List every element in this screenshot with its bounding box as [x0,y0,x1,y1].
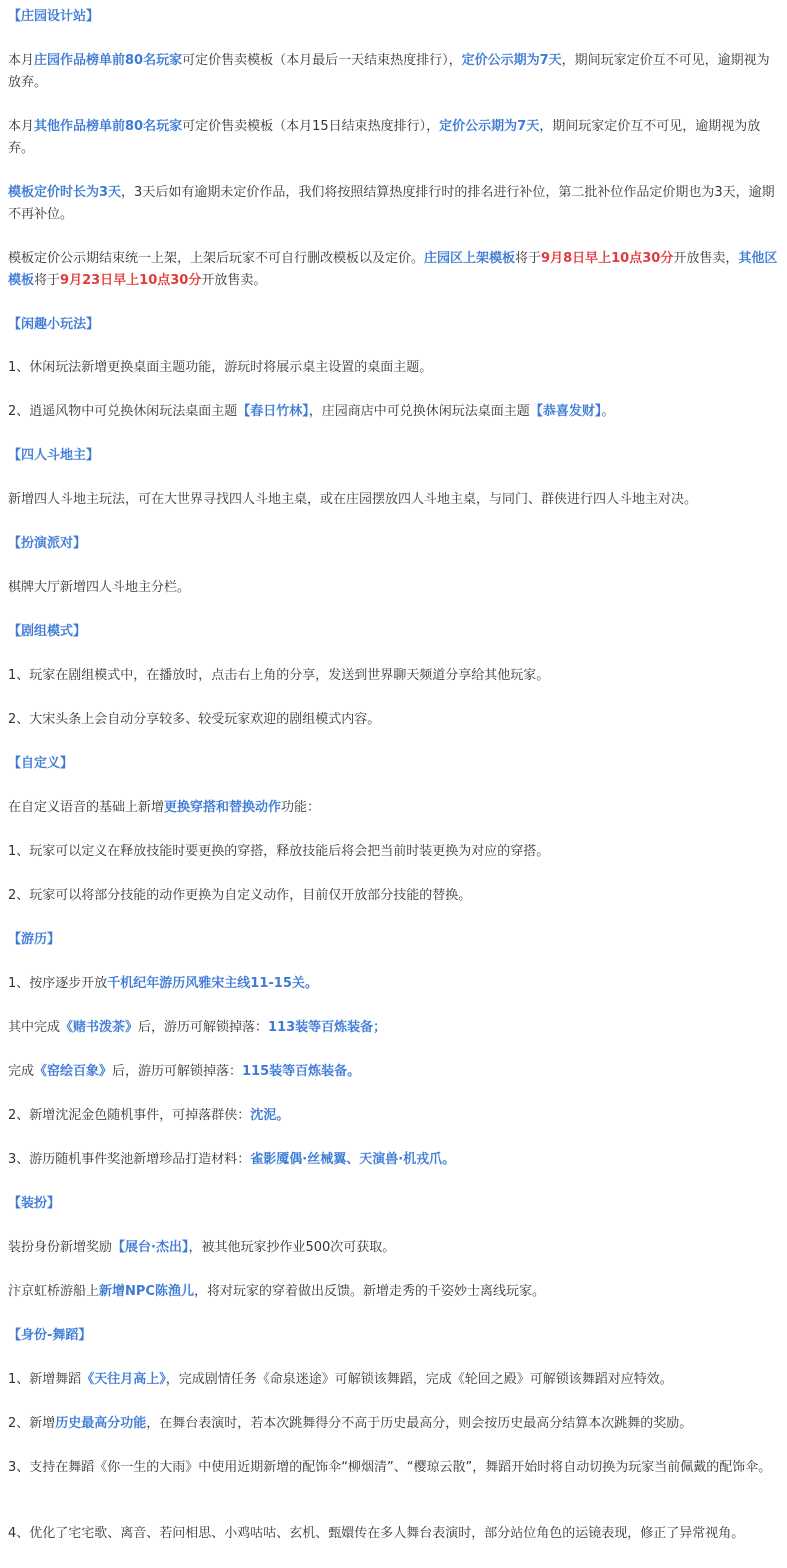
highlighted-text: 沈泥。 [250,1108,290,1123]
highlighted-text: 千机纪年游历风雅宋主线11-15关。 [107,976,318,991]
paragraph [8,50,778,94]
highlighted-text: 其他区模板 [8,251,778,288]
section-heading [8,929,778,951]
paragraph [8,1523,778,1545]
section-heading [8,1325,778,1347]
paragraph [8,1281,778,1303]
text-run: 2、新增沈泥金色随机事件，可掉落群侠： [8,1108,251,1123]
paragraph [8,1457,778,1479]
section-title: 【装扮】 [8,1196,61,1211]
highlighted-text: 历史最高分功能 [55,1416,147,1431]
text-run: ，在舞台表演时，若本次跳舞得分不高于历史最高分，则会按历史最高分结算本次跳舞的奖励。 [146,1416,693,1431]
paragraph [8,709,778,731]
highlighted-text: 115装等百炼装备。 [242,1064,361,1079]
section-title: 【游历】 [8,932,61,947]
paragraph [8,841,778,863]
text-run: 开放售卖， [673,251,739,266]
text-run: 。 [601,404,615,419]
text-run: 装扮身份新增奖励 [8,1240,113,1255]
section-heading [8,1193,778,1215]
paragraph [8,182,778,226]
text-run: 模板定价公示期结束统一上架，上架后玩家不可自行删改模板以及定价。 [8,251,425,266]
paragraph [8,401,778,423]
paragraph [8,1061,778,1083]
section-title: 【庄园设计站】 [8,9,100,24]
date-highlight: 9月8日早上10点30分 [541,251,674,266]
highlighted-text: 《赌书泼茶》 [60,1020,139,1035]
highlighted-text: 更换穿搭和替换动作 [164,800,282,815]
section-heading [8,753,778,775]
highlighted-text: 庄园区上架模板 [424,251,516,266]
paragraph [8,1017,778,1039]
highlighted-text: 定价公示期为7天 [461,53,562,68]
text-run: 在自定义语音的基础上新增 [8,800,165,815]
text-run: 开放售卖。 [201,273,267,288]
date-highlight: 9月23日早上10点30分 [60,273,202,288]
section-title: 【剧组模式】 [8,624,87,639]
text-run: 完成 [8,1064,35,1079]
paragraph [8,1369,778,1391]
text-run: 3、游历随机事件奖池新增珍品打造材料： [8,1152,251,1167]
text-run: 将于 [34,273,61,288]
text-run: 本月 [8,53,35,68]
text-run: 2、玩家可以将部分技能的动作更换为自定义动作，目前仅开放部分技能的替换。 [8,888,472,903]
section-title: 【扮演派对】 [8,536,87,551]
highlighted-text: 《天往月高上》 [81,1372,166,1387]
section-title: 【身份-舞蹈】 [8,1328,92,1343]
text-run: 汴京虹桥游船上 [8,1284,100,1299]
highlighted-text: 定价公示期为7天 [439,119,540,134]
paragraph [8,489,778,511]
paragraph [8,116,778,160]
section-title: 【自定义】 [8,756,74,771]
paragraph [8,885,778,907]
highlighted-text: 113装等百炼装备； [268,1020,387,1035]
paragraph [8,577,778,599]
text-run: 2、新增 [8,1416,56,1431]
text-run: ，期间玩家定价互不可见，逾期视为放弃。 [8,119,761,156]
paragraph [8,1413,778,1435]
text-run: 1、按序逐步开放 [8,976,108,991]
section-title: 【闲趣小玩法】 [8,317,100,332]
text-run: 功能： [281,800,321,815]
text-run: 新增四人斗地主玩法，可在大世界寻找四人斗地主桌，或在庄园摆放四人斗地主桌，与同门、群侠进行四人斗地主对决。 [8,492,698,507]
highlighted-text: 《窑绘百象》 [34,1064,113,1079]
highlighted-text: 【恭喜发财】 [529,404,602,419]
section-heading [8,6,778,28]
text-run: 棋牌大厅新增四人斗地主分栏。 [8,580,191,595]
section-title: 【四人斗地主】 [8,448,100,463]
section-heading [8,445,778,467]
highlighted-text: 雀影魇偶·丝械翼、天演兽·机戎爪。 [250,1152,456,1167]
section-heading [8,314,778,336]
text-run: 本月 [8,119,35,134]
text-run: 2、大宋头条上会自动分享较多、较受玩家欢迎的剧组模式内容。 [8,712,381,727]
highlighted-text: 模板定价时长为3天 [8,185,122,200]
text-run: 可定价售卖模板（本月最后一天结束热度排行）， [182,53,462,68]
text-run: 将于 [515,251,542,266]
paragraph [8,797,778,819]
highlighted-text: 新增NPC陈渔儿 [99,1284,194,1299]
text-run: 可定价售卖模板（本月15日结束热度排行）， [182,119,440,134]
text-run: 1、休闲玩法新增更换桌面主题功能，游玩时将展示桌主设置的桌面主题。 [8,360,433,375]
text-run: ，3天后如有逾期未定价作品，我们将按照结算热度排行时的排名进行补位，第二批补位作品定价期也为3天，逾期不再补位。 [8,185,775,222]
text-run: ，完成剧情任务《命泉迷途》可解锁该舞蹈，完成《轮回之殿》可解锁该舞蹈对应特效。 [165,1372,673,1387]
text-run: 1、玩家在剧组模式中，在播放时，点击右上角的分享，发送到世界聊天频道分享给其他玩家。 [8,668,550,683]
text-run: 后，游历可解锁掉落： [112,1064,243,1079]
text-run: 4、优化了宅宅歌、离音、若问相思、小鸡咕咕、玄机、甄嬛传在多人舞台表演时，部分站位角色的运镜表现，修正了异常视角。 [8,1526,745,1541]
text-run: ，被其他玩家抄作业500次可获取。 [188,1240,396,1255]
text-run: ，将对玩家的穿着做出反馈。新增走秀的千姿妙士离线玩家。 [193,1284,545,1299]
paragraph [8,1149,778,1171]
section-heading [8,621,778,643]
text-run: ，期间玩家定价互不可见，逾期视为放弃。 [8,53,770,90]
paragraph [8,973,778,995]
text-run: 1、玩家可以定义在释放技能时要更换的穿搭，释放技能后将会把当前时装更换为对应的穿搭。 [8,844,550,859]
text-run: 其中完成 [8,1020,61,1035]
paragraph [8,357,778,379]
text-run: 3、支持在舞蹈《你一生的大雨》中使用近期新增的配饰伞“柳烟清”、“樱琼云散”，舞蹈开始时将自动切换为玩家当前佩戴的配饰伞。 [8,1460,772,1475]
paragraph [8,665,778,687]
text-run: 2、逍遥风物中可兑换休闲玩法桌面主题 [8,404,238,419]
text-run: 1、新增舞蹈 [8,1372,82,1387]
paragraph [8,248,778,292]
highlighted-text: 【展台·杰出】 [112,1240,189,1255]
highlighted-text: 【春日竹林】 [237,404,309,419]
paragraph [8,1105,778,1127]
text-run: ，庄园商店中可兑换休闲玩法桌面主题 [308,404,530,419]
highlighted-text: 庄园作品榜单前80名玩家 [34,53,183,68]
text-run: 后，游历可解锁掉落： [138,1020,269,1035]
section-heading [8,533,778,555]
paragraph [8,1237,778,1259]
highlighted-text: 其他作品榜单前80名玩家 [34,119,183,134]
